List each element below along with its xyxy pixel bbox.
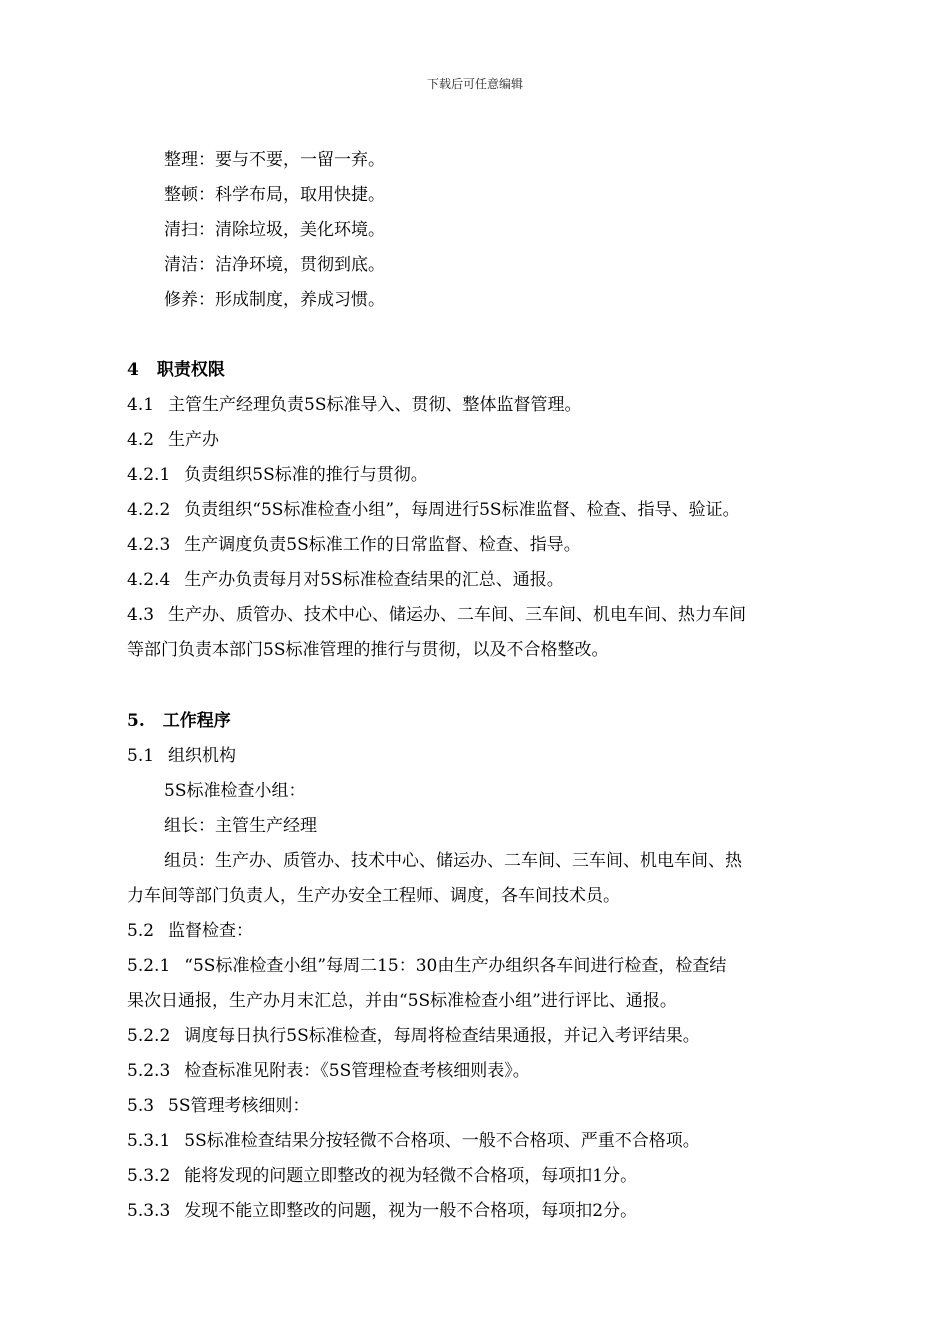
clause-5-3: [127, 1094, 847, 1118]
intro-line-seiton: 整顿：科学布局，取用快捷。: [164, 185, 385, 205]
clause-number: 5.2.3: [127, 1061, 171, 1081]
clause-text: 主管生产经理负责5S标准导入、贯彻、整体监督管理。: [168, 395, 582, 415]
clause-5-1: [127, 744, 847, 768]
clause-number: 5.3: [127, 1096, 155, 1116]
intro-line-seiso: 清扫：清除垃圾，美化环境。: [164, 220, 385, 240]
clause-number: 5.2: [127, 921, 155, 941]
clause-4-3-continuation: 等部门负责本部门5S标准管理的推行与贯彻，以及不合格整改。: [127, 640, 609, 660]
clause-number: 5.1: [127, 746, 155, 766]
intro-line-shitsuke: 修养：形成制度，养成习惯。: [164, 290, 385, 310]
clause-text: 负责组织“5S标准检查小组”，每周进行5S标准监督、检查、指导、验证。: [184, 500, 740, 520]
clause-5-3-1: [127, 1129, 847, 1153]
clause-number: 4.3: [127, 605, 155, 625]
clause-4-1: [127, 393, 847, 417]
clause-number: 4.2.2: [127, 500, 171, 520]
clause-text: 调度每日执行5S标准检查，每周将检查结果通报，并记入考评结果。: [184, 1026, 700, 1046]
clause-text: 生产办: [168, 430, 220, 450]
clause-number: 5.3.3: [127, 1201, 171, 1221]
clause-number: 5.2.1: [127, 956, 171, 976]
section-number: 4: [127, 360, 139, 380]
clause-text: 生产办负责每月对5S标准检查结果的汇总、通报。: [184, 570, 564, 590]
clause-number: 4.2.3: [127, 535, 171, 555]
clause-5-2-2: [127, 1024, 847, 1048]
clause-text: 5S管理考核细则：: [168, 1096, 310, 1116]
clause-number: 4.2: [127, 430, 155, 450]
header-note: 下载后可任意编辑: [426, 77, 523, 91]
clause-number: 5.2.2: [127, 1026, 171, 1046]
clause-5-3-3: [127, 1199, 847, 1223]
clause-5-2-3: [127, 1059, 847, 1083]
section-4-heading: [127, 358, 847, 382]
clause-text: “5S标准检查小组”每周二15：30由生产办组织各车间进行检查，检查结: [184, 956, 727, 976]
group-members-line-1: 组员：生产办、质管办、技术中心、储运办、二车间、三车间、机电车间、热: [164, 851, 742, 871]
clause-4-2: [127, 428, 847, 452]
section-title: 工作程序: [162, 711, 231, 731]
group-members-line-2: 力车间等部门负责人，生产办安全工程师、调度，各车间技术员。: [127, 886, 620, 906]
clause-number: 4.1: [127, 395, 155, 415]
intro-line-seiketsu: 清洁：洁净环境，贯彻到底。: [164, 255, 385, 275]
clause-number: 4.2.4: [127, 570, 171, 590]
clause-text: 组织机构: [168, 746, 237, 766]
clause-4-3: [127, 603, 847, 627]
clause-4-2-2: [127, 498, 847, 522]
clause-text: 生产调度负责5S标准工作的日常监督、检查、指导。: [184, 535, 581, 555]
clause-text: 检查标准见附表：《5S管理检查考核细则表》。: [184, 1061, 530, 1081]
clause-number: 5.3.1: [127, 1131, 171, 1151]
clause-4-2-3: [127, 533, 847, 557]
group-leader: 组长：主管生产经理: [164, 816, 317, 836]
section-5-heading: [127, 709, 847, 733]
clause-text: 负责组织5S标准的推行与贯彻。: [184, 465, 428, 485]
clause-text: 能将发现的问题立即整改的视为轻微不合格项，每项扣1分。: [184, 1166, 638, 1186]
clause-4-2-1: [127, 463, 847, 487]
clause-4-2-4: [127, 568, 847, 592]
clause-number: 5.3.2: [127, 1166, 171, 1186]
clause-text: 生产办、质管办、技术中心、储运办、二车间、三车间、机电车间、热力车间: [168, 605, 747, 625]
clause-5-2-1: [127, 954, 847, 978]
clause-5-3-2: [127, 1164, 847, 1188]
intro-line-seiri: 整理：要与不要，一留一弃。: [164, 150, 385, 170]
section-number: 5.: [127, 711, 145, 731]
clause-text: 5S标准检查结果分按轻微不合格项、一般不合格项、严重不合格项。: [184, 1131, 700, 1151]
clause-5-2-1-continuation: 果次日通报，生产办月末汇总，并由“5S标准检查小组”进行评比、通报。: [127, 991, 677, 1011]
group-name: 5S标准检查小组：: [164, 781, 306, 801]
section-title: 职责权限: [156, 360, 225, 380]
clause-text: 发现不能立即整改的问题，视为一般不合格项，每项扣2分。: [184, 1201, 638, 1221]
clause-text: 监督检查：: [168, 921, 254, 941]
clause-5-2: [127, 919, 847, 943]
clause-number: 4.2.1: [127, 465, 171, 485]
